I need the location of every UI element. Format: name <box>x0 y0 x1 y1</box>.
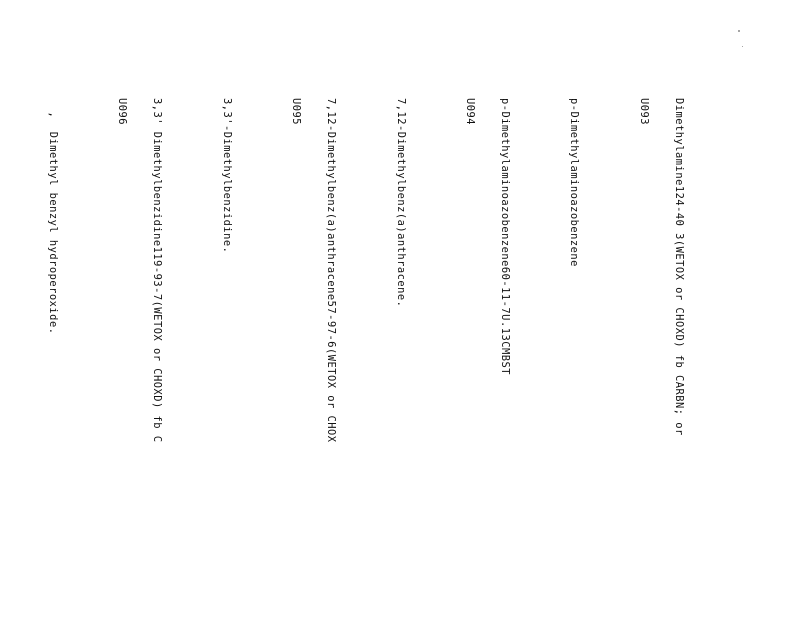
entry-line: 3,3' Dimethylbenzidine119-93-7(WETOX or CHOXD) fb C <box>151 98 164 443</box>
entry-line: p-Dimethylaminoazobenzene60-11-7U.13CMBST <box>498 98 511 375</box>
entry-line: Dimethylamine124-40 3(WETOX or CHOXD) fb CARBN; or <box>672 98 685 436</box>
rotated-text-block <box>0 98 707 618</box>
entry-line: 7,12-Dimethylbenz(a)anthracene57-97-6(WETOX or CHOX <box>325 98 337 443</box>
scan-speck <box>738 30 740 32</box>
entry-line: U096 <box>116 98 129 126</box>
scan-speck <box>742 46 743 47</box>
entry-line: , Dimethyl benzyl hydroperoxide. <box>46 98 59 335</box>
entry-line: U093 <box>638 98 651 126</box>
entry-line: 7,12-Dimethylbenz(a)anthracene. <box>394 98 407 308</box>
entry-line: U094 <box>464 98 477 126</box>
entry-line: U095 <box>290 98 303 126</box>
entry-line: 3,3'-Dimethylbenzidine. <box>220 98 233 254</box>
entry-line: p-Dimethylaminoazobenzene <box>568 98 581 267</box>
